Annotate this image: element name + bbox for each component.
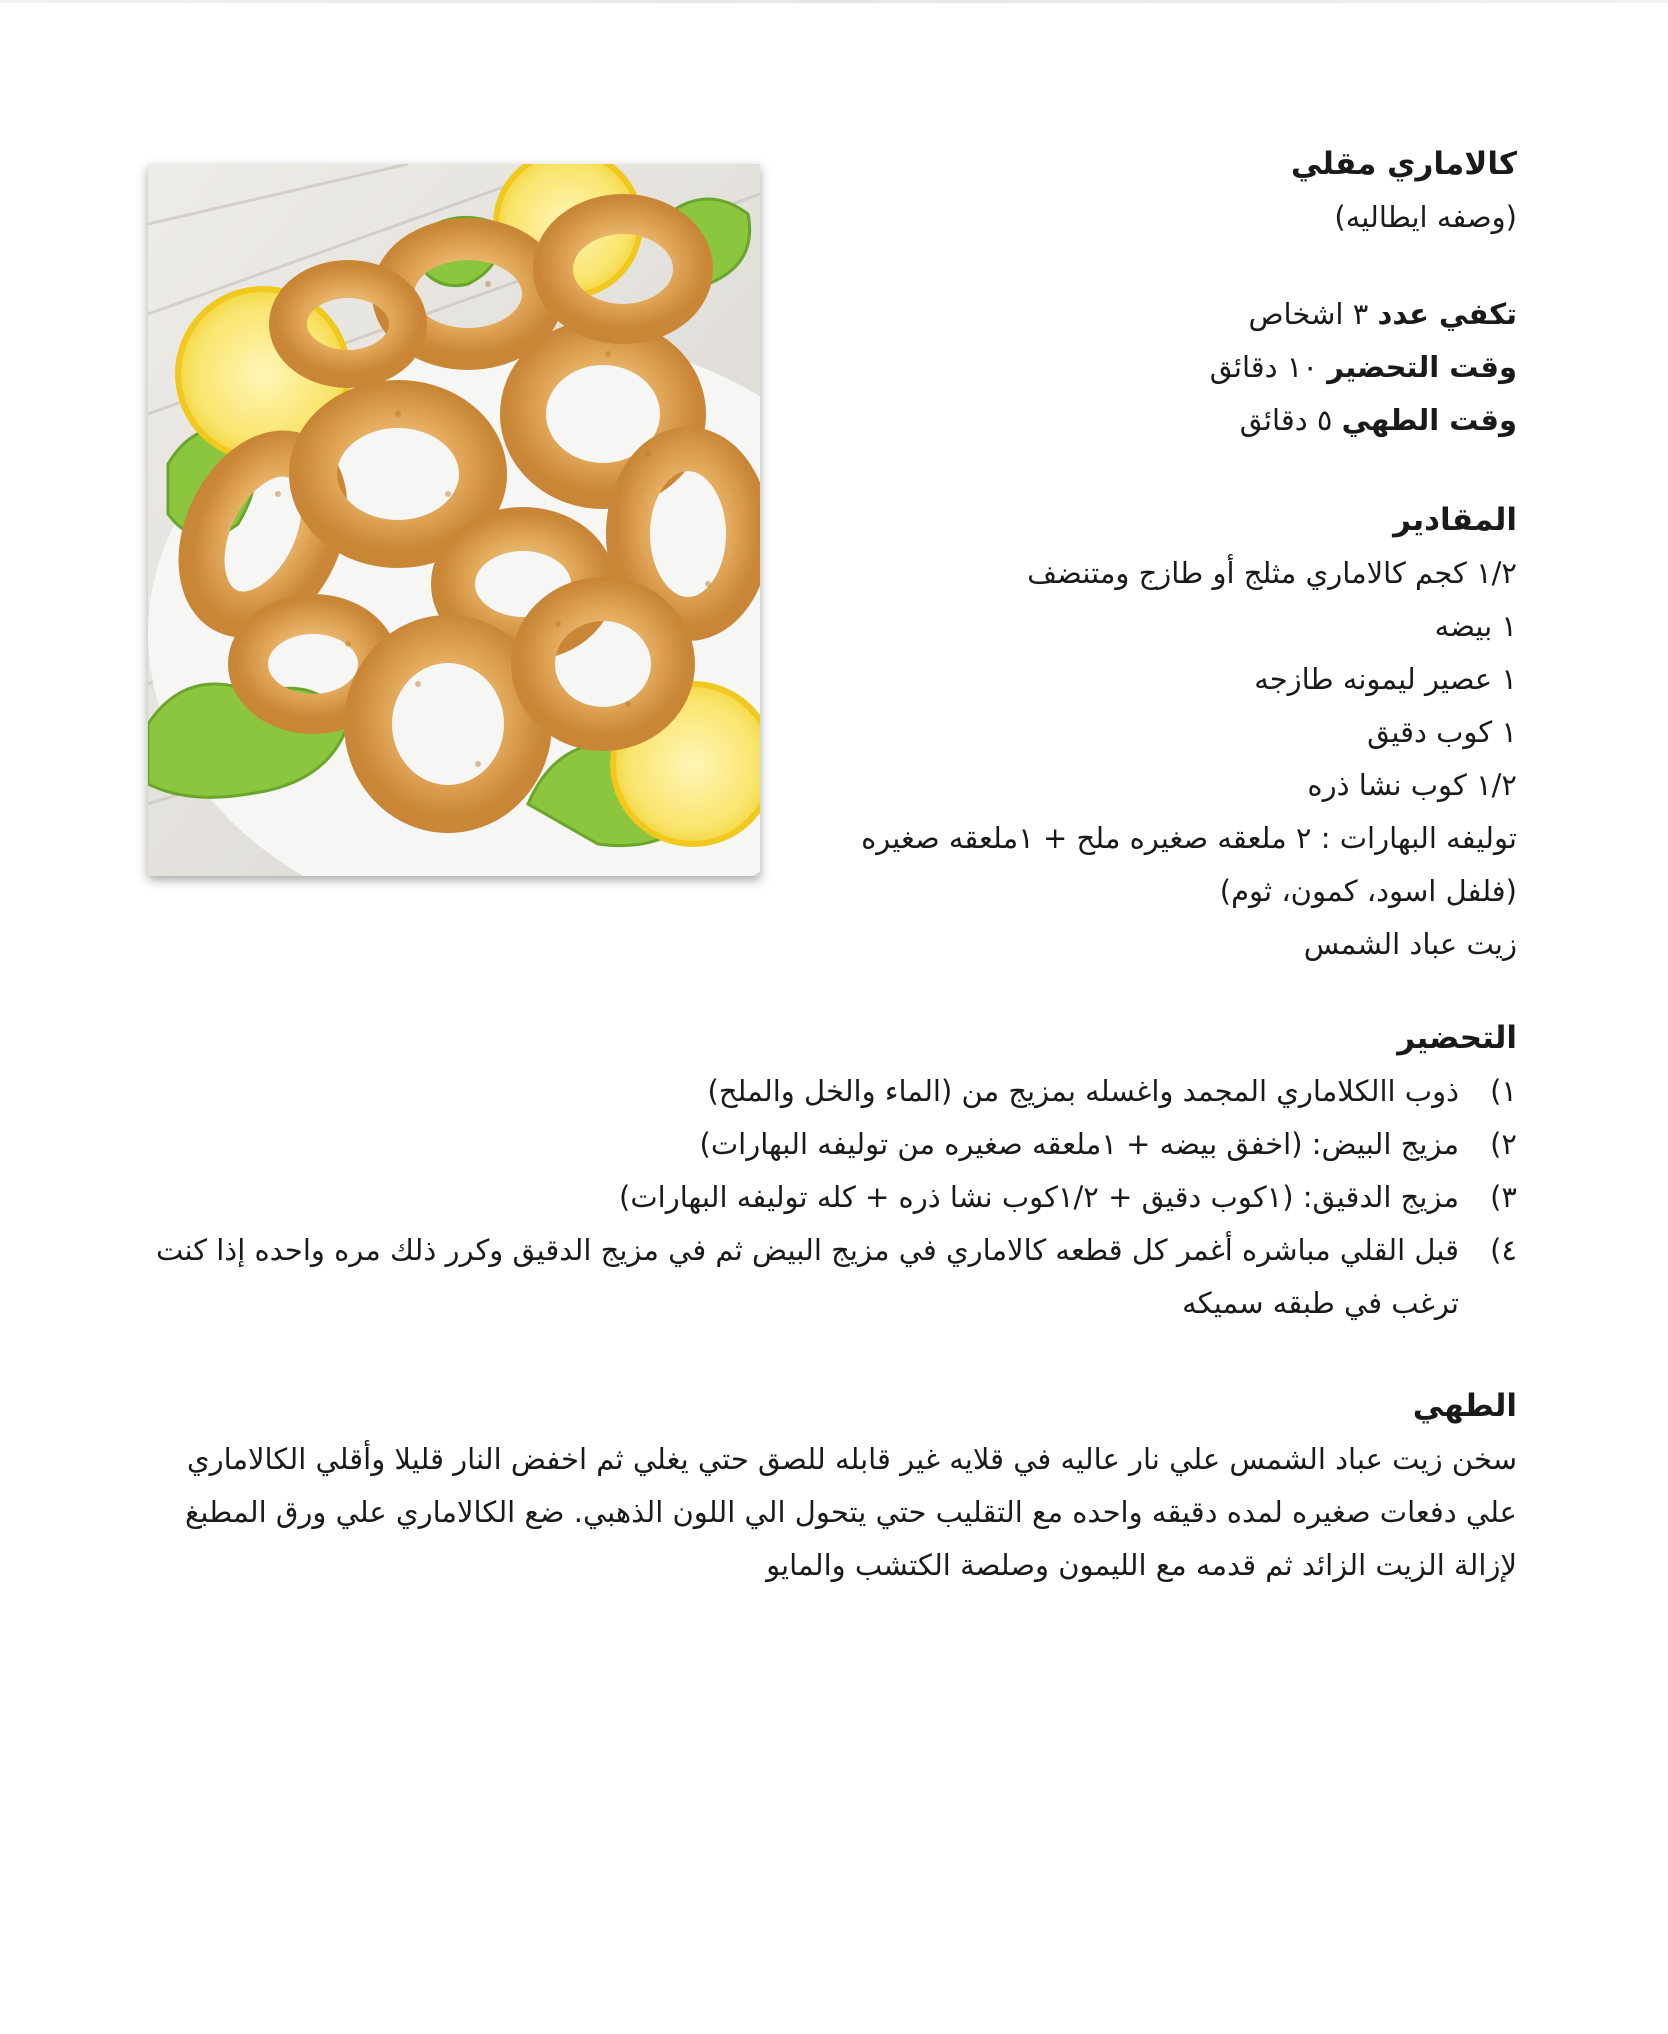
title-block bbox=[1291, 138, 1517, 244]
step-text: مزيج البيض: (اخفق بيضه + ١ملعقه صغيره من توليفه البهارات) bbox=[699, 1127, 1459, 1161]
step-text: قبل القلي مباشره أغمر كل قطعه كالاماري في مزيج البيض ثم في مزيج الدقيق وكرر ذلك مره واحده إذا كنت ترغب في طبقه سميكه bbox=[155, 1233, 1459, 1320]
prep-time-value: ١٠ دقائق bbox=[1209, 350, 1318, 384]
serves-label: تكفي عدد bbox=[1377, 297, 1517, 331]
ingredient-item: ١ كوب دقيق bbox=[1367, 715, 1517, 749]
recipe-meta bbox=[1210, 288, 1517, 447]
cook-time-label: وقت الطهي bbox=[1341, 403, 1517, 437]
ingredient-item: ١ عصير ليمونه طازجه bbox=[1254, 662, 1517, 696]
ingredients-heading: المقادير bbox=[1393, 502, 1517, 538]
ingredient-item: ١ بيضه bbox=[1434, 609, 1517, 643]
step-number: ٣) bbox=[1490, 1180, 1517, 1214]
ingredients-section bbox=[861, 494, 1517, 971]
ingredient-item: ١/٢ كوب نشا ذره bbox=[1307, 768, 1517, 802]
cooking-instructions: سخن زيت عباد الشمس علي نار عاليه في قلايه غير قابله للصق حتي يغلي ثم اخفض النار قليلا وأقلي الكالاماري علي دفعات صغيره لمده دقيقه واحده مع التقليب حتي يتحول الي اللون الذهبي. ضع الكالاماري علي ورق المطبغ لإزالة الزيت الزائد ثم قدمه مع الليمون وصلصة الكتشب والمايو bbox=[185, 1442, 1517, 1582]
cook-time-line bbox=[1210, 394, 1517, 447]
preparation-step bbox=[137, 1065, 1517, 1118]
serves-value: ٣ اشخاص bbox=[1248, 297, 1369, 331]
step-number: ١) bbox=[1490, 1074, 1517, 1108]
preparation-step bbox=[137, 1224, 1517, 1330]
preparation-heading: التحضير bbox=[1397, 1020, 1517, 1056]
step-number: ٢) bbox=[1490, 1127, 1517, 1161]
ingredient-item: زيت عباد الشمس bbox=[1303, 927, 1517, 961]
recipe-subtitle: (وصفه ايطاليه) bbox=[1334, 200, 1517, 234]
preparation-step bbox=[137, 1171, 1517, 1224]
recipe-title: كالاماري مقلي bbox=[1290, 146, 1517, 182]
fried-calamari-photo bbox=[148, 164, 760, 876]
preparation-steps bbox=[137, 1065, 1517, 1330]
preparation-step bbox=[137, 1118, 1517, 1171]
cook-time-value: ٥ دقائق bbox=[1239, 403, 1333, 437]
prep-time-label: وقت التحضير bbox=[1327, 350, 1517, 384]
ingredient-item: (فلفل اسود، كمون، ثوم) bbox=[1219, 874, 1517, 908]
ingredient-item: ١/٢ كجم كالاماري مثلج أو طازج ومتنضف bbox=[1027, 556, 1517, 590]
cooking-heading: الطهي bbox=[1412, 1388, 1517, 1424]
ingredient-item: توليفه البهارات : ٢ ملعقه صغيره ملح + ١ملعقه صغيره bbox=[861, 821, 1517, 855]
step-text: ذوب االكلاماري المجمد واغسله بمزيج من (الماء والخل والملح) bbox=[707, 1074, 1459, 1108]
top-edge-divider bbox=[0, 0, 1668, 3]
serves-line bbox=[1210, 288, 1517, 341]
prep-time-line bbox=[1210, 341, 1517, 394]
step-number: ٤) bbox=[1490, 1233, 1517, 1267]
step-text: مزيج الدقيق: (١كوب دقيق + ١/٢كوب نشا ذره + كله توليفه البهارات) bbox=[619, 1180, 1459, 1214]
